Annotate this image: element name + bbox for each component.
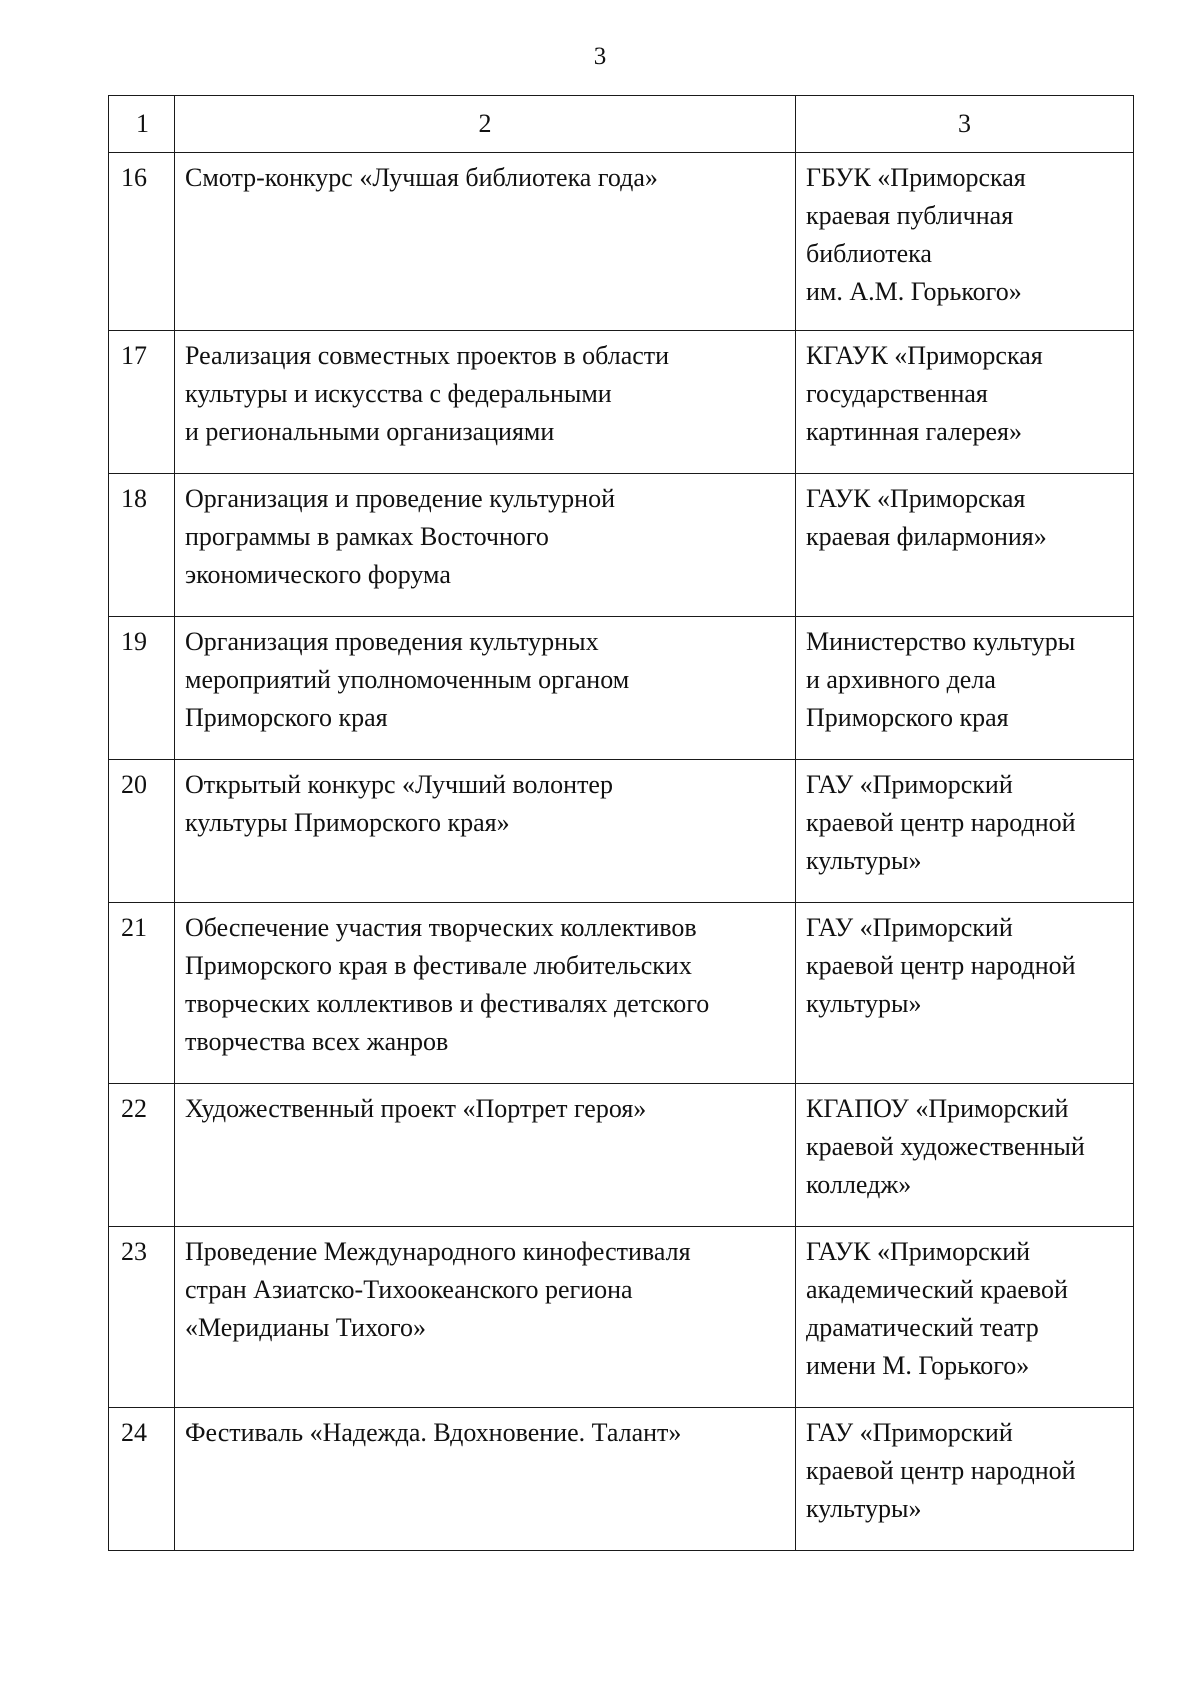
table-row [109, 1227, 1134, 1408]
table-row [109, 1408, 1134, 1551]
responsible-org: ГАУ «Приморский краевой центр народной культуры» [796, 903, 1134, 1084]
table-row [109, 331, 1134, 474]
event-name: Художественный проект «Портрет героя» [175, 1084, 796, 1227]
events-table [108, 95, 1134, 1551]
responsible-org: ГБУК «Приморская краевая публичная библиотека им. А.М. Горького» [796, 153, 1134, 331]
responsible-org: ГАУ «Приморский краевой центр народной культуры» [796, 1408, 1134, 1551]
header-col-1: 1 [109, 96, 175, 153]
event-name: Организация и проведение культурной программы в рамках Восточного экономического форума [175, 474, 796, 617]
responsible-org: КГАУК «Приморская государственная картинная галерея» [796, 331, 1134, 474]
table-row [109, 617, 1134, 760]
row-number: 18 [109, 474, 175, 617]
event-name: Обеспечение участия творческих коллективов Приморского края в фестивале любительских творческих коллективов и фестивалях детского творчества всех жанров [175, 903, 796, 1084]
table-header-row [109, 96, 1134, 153]
event-name: Смотр-конкурс «Лучшая библиотека года» [175, 153, 796, 331]
responsible-org: ГАУ «Приморский краевой центр народной культуры» [796, 760, 1134, 903]
row-number: 23 [109, 1227, 175, 1408]
row-number: 21 [109, 903, 175, 1084]
header-col-2: 2 [175, 96, 796, 153]
responsible-org: ГАУК «Приморская краевая филармония» [796, 474, 1134, 617]
table-row [109, 474, 1134, 617]
responsible-org: Министерство культуры и архивного дела Приморского края [796, 617, 1134, 760]
event-name: Реализация совместных проектов в области культуры и искусства с федеральными и региональными организациями [175, 331, 796, 474]
page-number: 3 [593, 43, 607, 70]
row-number: 20 [109, 760, 175, 903]
responsible-org: ГАУК «Приморский академический краевой драматический театр имени М. Горького» [796, 1227, 1134, 1408]
event-name: Открытый конкурс «Лучший волонтер культуры Приморского края» [175, 760, 796, 903]
header-col-3: 3 [796, 96, 1134, 153]
table-row [109, 1084, 1134, 1227]
event-name: Организация проведения культурных мероприятий уполномоченным органом Приморского края [175, 617, 796, 760]
row-number: 22 [109, 1084, 175, 1227]
row-number: 24 [109, 1408, 175, 1551]
event-name: Фестиваль «Надежда. Вдохновение. Талант» [175, 1408, 796, 1551]
row-number: 17 [109, 331, 175, 474]
event-name: Проведение Международного кинофестиваля стран Азиатско-Тихоокеанского региона «Меридианы Тихого» [175, 1227, 796, 1408]
responsible-org: КГАПОУ «Приморский краевой художественный колледж» [796, 1084, 1134, 1227]
row-number: 19 [109, 617, 175, 760]
table-row [109, 903, 1134, 1084]
table-row [109, 153, 1134, 331]
table-row [109, 760, 1134, 903]
row-number: 16 [109, 153, 175, 331]
